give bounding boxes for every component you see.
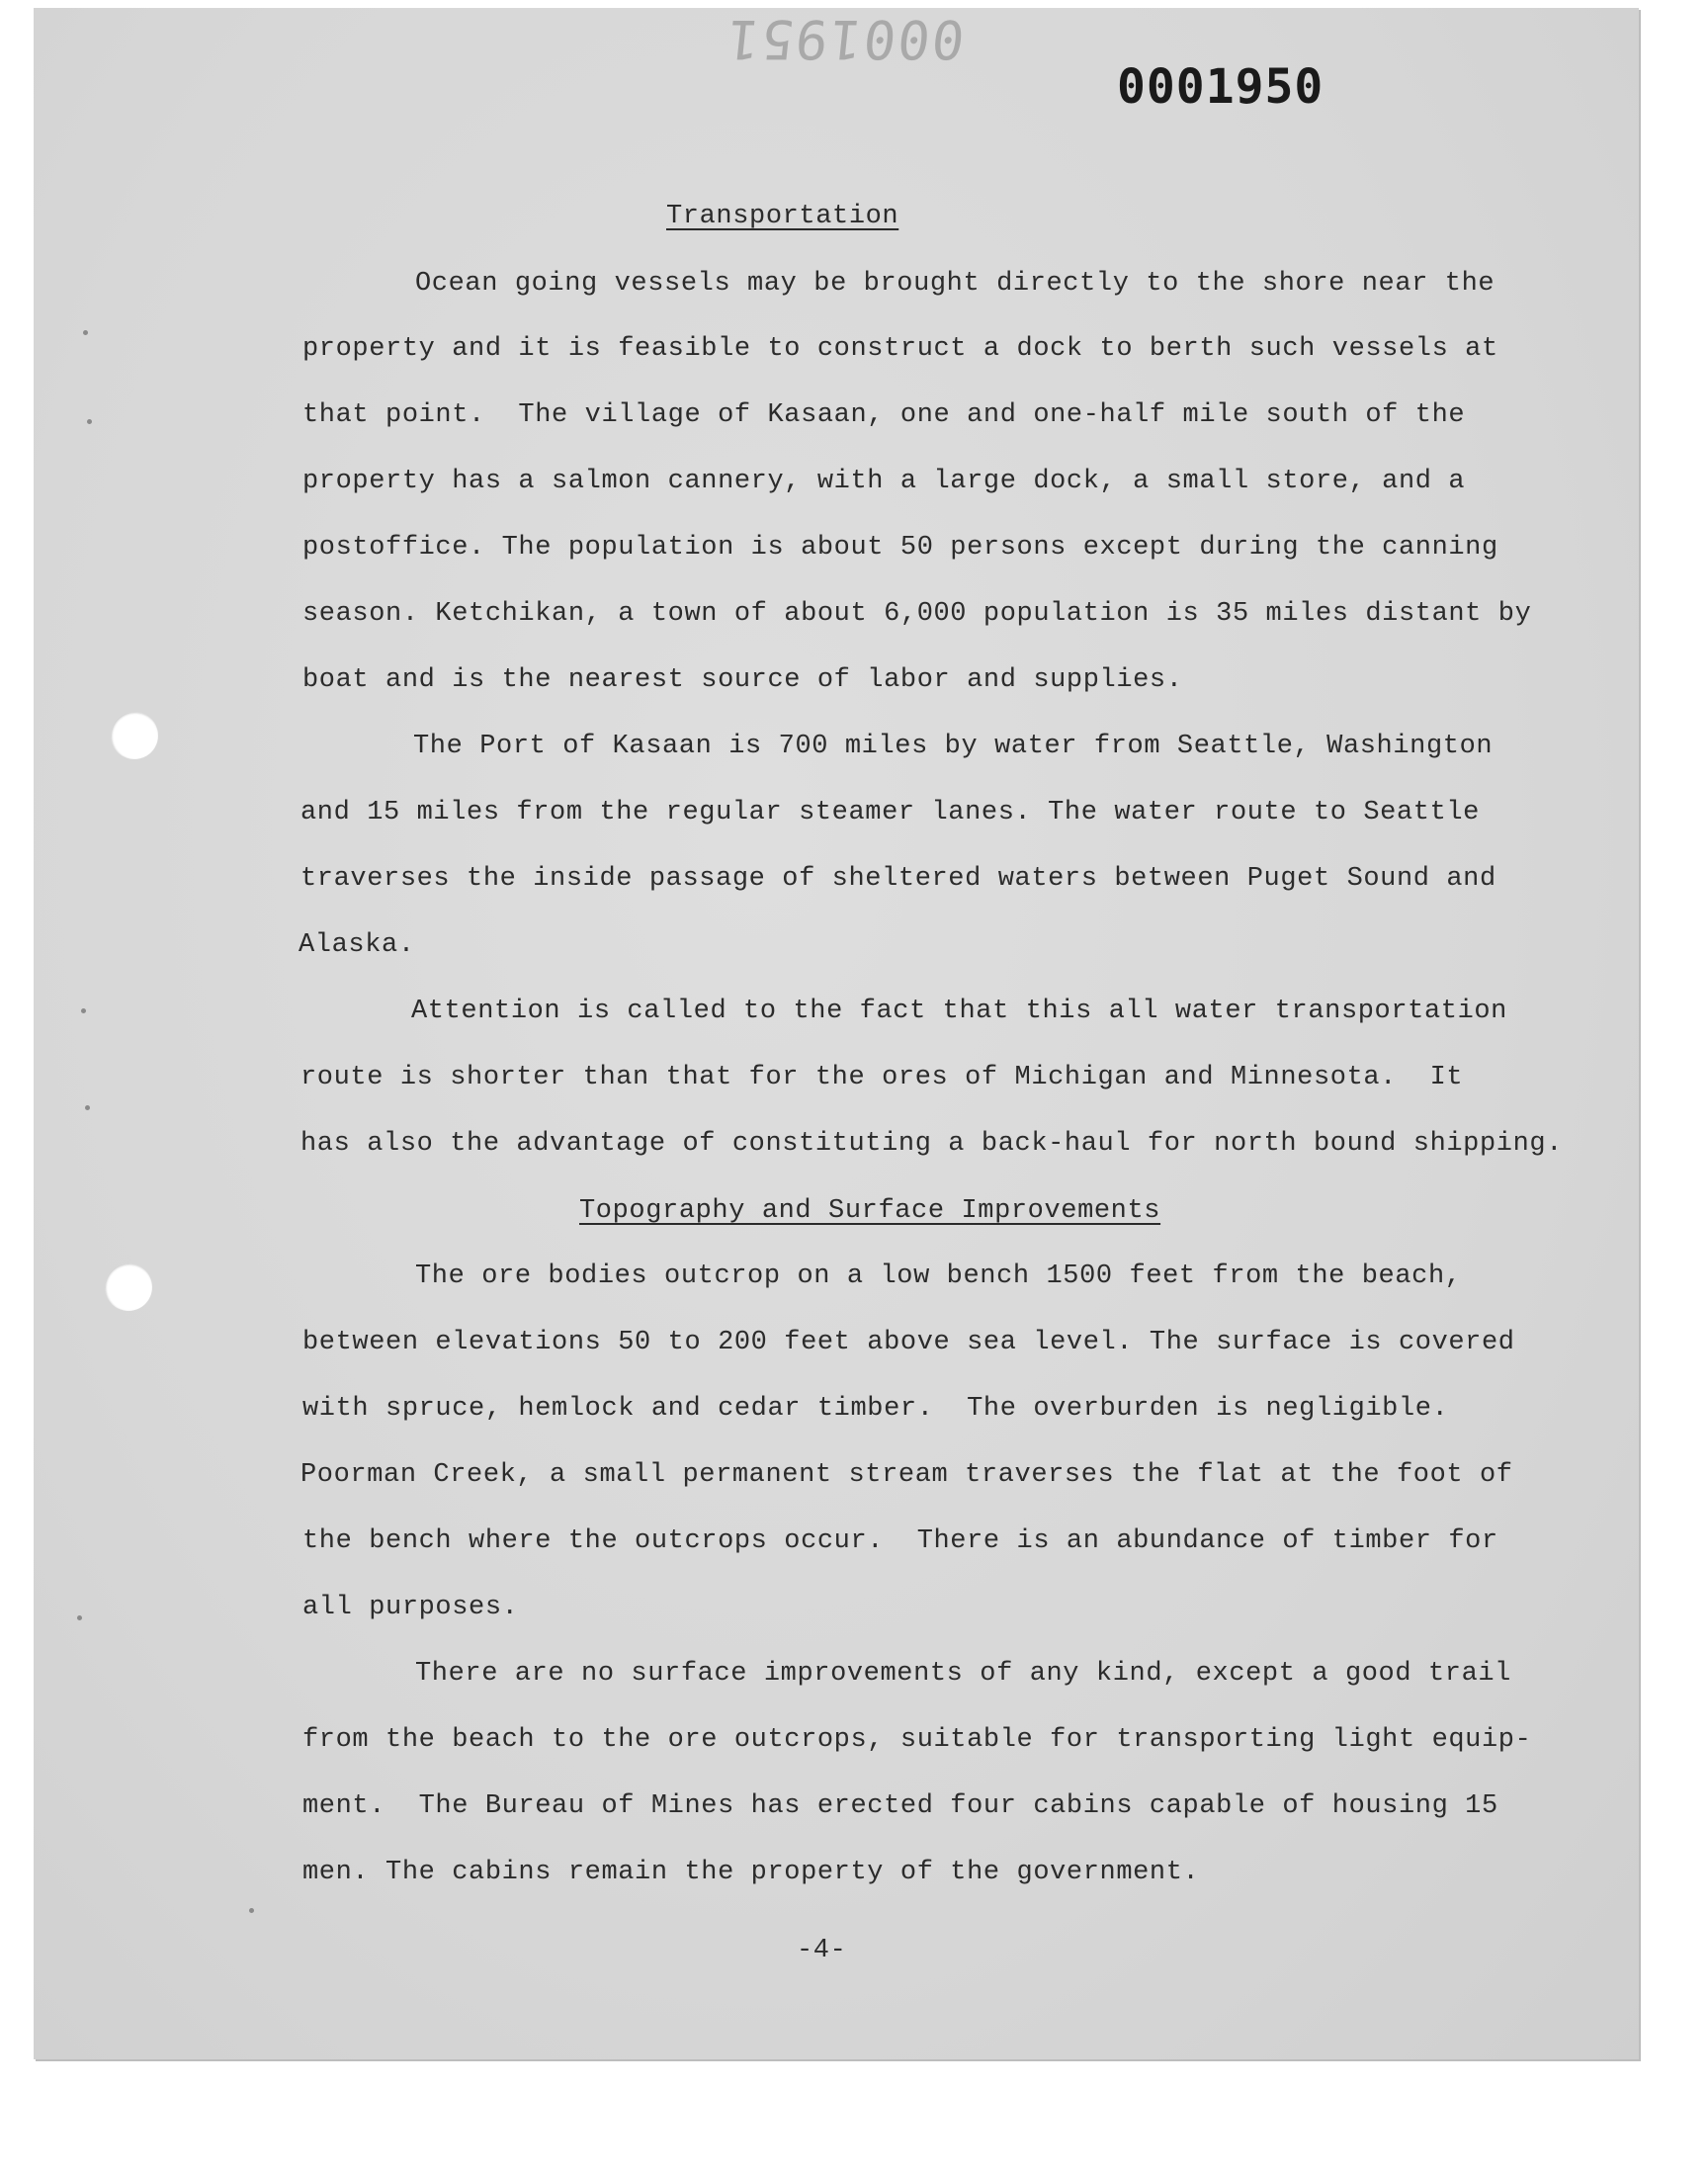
text-line: between elevations 50 to 200 feet above sea level. The surface is covered — [302, 1328, 1515, 1357]
paper-sheet — [34, 8, 1639, 2059]
page-number: -4- — [797, 1936, 847, 1965]
text-line: There are no surface improvements of any kind, except a good trail — [415, 1659, 1511, 1689]
text-line: property and it is feasible to construct a dock to berth such vessels at — [302, 334, 1498, 364]
text-line: Poorman Creek, a small permanent stream traverses the flat at the foot of — [300, 1460, 1513, 1490]
scan-speck — [85, 1105, 90, 1110]
text-line: ment. The Bureau of Mines has erected four cabins capable of housing 15 — [302, 1791, 1498, 1821]
scan-speck — [77, 1615, 82, 1620]
text-line: The Port of Kasaan is 700 miles by water from Seattle, Washington — [413, 732, 1494, 761]
text-line: has also the advantage of constituting a back-haul for north bound shipping. — [300, 1129, 1563, 1159]
text-line: and 15 miles from the regular steamer lanes. The water route to Seattle — [300, 798, 1480, 827]
text-line: that point. The village of Kasaan, one and one-half mile south of the — [302, 400, 1466, 430]
text-line: season. Ketchikan, a town of about 6,000 population is 35 miles distant by — [302, 599, 1532, 629]
text-line: property has a salmon cannery, with a large dock, a small store, and a — [302, 467, 1466, 496]
scan-speck — [249, 1908, 254, 1913]
section-heading-transportation: Transportation — [666, 202, 899, 231]
text-line: all purposes. — [302, 1593, 519, 1622]
punch-hole-lower — [105, 1263, 152, 1311]
text-line: with spruce, hemlock and cedar timber. The overburden is negligible. — [302, 1394, 1449, 1424]
text-line: men. The cabins remain the property of the government. — [302, 1858, 1200, 1887]
text-line: Alaska. — [299, 930, 415, 960]
text-line: the bench where the outcrops occur. There is an abundance of timber for — [302, 1526, 1498, 1556]
text-line: route is shorter than that for the ores of Michigan and Minnesota. It — [300, 1063, 1464, 1092]
text-line: Attention is called to the fact that this all water transportation — [411, 997, 1507, 1026]
faded-stamp-number: 0001951 — [722, 8, 968, 70]
text-line: postoffice. The population is about 50 persons except during the canning — [302, 533, 1498, 563]
section-heading-topography: Topography and Surface Improvements — [579, 1196, 1161, 1226]
document-stamp-number: 0001950 — [1117, 59, 1324, 115]
text-line: from the beach to the ore outcrops, suitable for transporting light equip- — [302, 1725, 1532, 1755]
text-line: The ore bodies outcrop on a low bench 1500 feet from the beach, — [415, 1262, 1462, 1291]
text-line: boat and is the nearest source of labor and supplies. — [302, 665, 1183, 695]
text-line: traverses the inside passage of sheltered waters between Puget Sound and — [300, 864, 1496, 894]
text-line: Ocean going vessels may be brought directly to the shore near the — [415, 269, 1495, 299]
